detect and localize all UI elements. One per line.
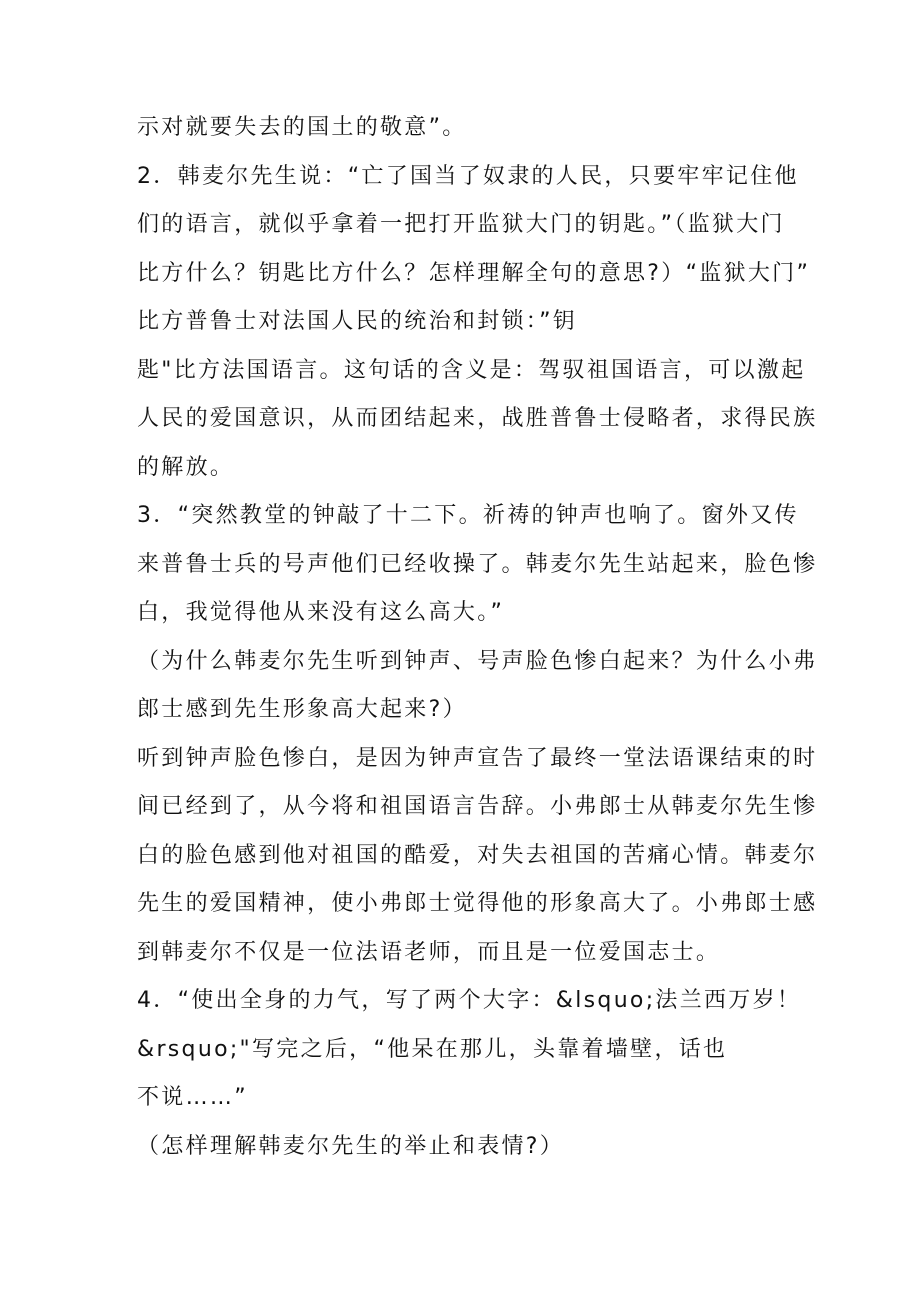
text-line: 4．“使出全身的力气，写了两个大字：&lsquo;法兰西万岁！	[137, 988, 802, 1013]
text-line: 匙"比方法国语言。这句话的含义是：驾驭祖国语言，可以激起	[137, 358, 806, 383]
text-line: 3．“突然教堂的钟敲了十二下。祈祷的钟声也响了。窗外又传	[137, 503, 799, 528]
text-line: 到韩麦尔不仅是一位法语老师，而且是一位爱国志士。	[137, 940, 721, 965]
text-line: 郎士感到先生形象高大起来?）	[137, 697, 467, 722]
text-line: 们的语言，就似乎拿着一把打开监狱大门的钥匙。”（监狱大门	[137, 212, 785, 237]
text-line: （怎样理解韩麦尔先生的举止和表情?）	[137, 1134, 565, 1159]
text-line: 白的脸色感到他对祖国的酷爱，对失去祖国的苦痛心情。韩麦尔	[137, 843, 818, 868]
text-line: 白，我觉得他从来没有这么高大。”	[137, 600, 505, 625]
text-line: 的解放。	[137, 455, 235, 480]
text-line: 2．韩麦尔先生说：“亡了国当了奴隶的人民，只要牢牢记住他	[137, 164, 799, 189]
text-line: 听到钟声脸色惨白，是因为钟声宣告了最终一堂法语课结束的时	[137, 746, 818, 771]
text-line: 间已经到了，从今将和祖国语言告辞。小弗郎士从韩麦尔先生惨	[137, 794, 818, 819]
text-line: （为什么韩麦尔先生听到钟声、号声脸色惨白起来？为什么小弗	[137, 649, 818, 674]
text-line: 人民的爱国意识，从而团结起来，战胜普鲁士侵略者，求得民族	[137, 406, 818, 431]
text-line: 先生的爱国精神，使小弗郎士觉得他的形象高大了。小弗郎士感	[137, 891, 818, 916]
text-line: 比方普鲁士对法国人民的统治和封锁：”钥	[137, 309, 578, 334]
text-line: 示对就要失去的国土的敬意”。	[137, 115, 467, 140]
text-line: 比方什么？钥匙比方什么？怎样理解全句的意思?）“监狱大门”	[137, 261, 811, 286]
text-line: 不说……”	[137, 1085, 248, 1110]
text-line: 来普鲁士兵的号声他们已经收操了。韩麦尔先生站起来，脸色惨	[137, 552, 818, 577]
text-line: &rsquo;"写完之后，“他呆在那儿，头靠着墙壁，话也	[137, 1037, 728, 1062]
